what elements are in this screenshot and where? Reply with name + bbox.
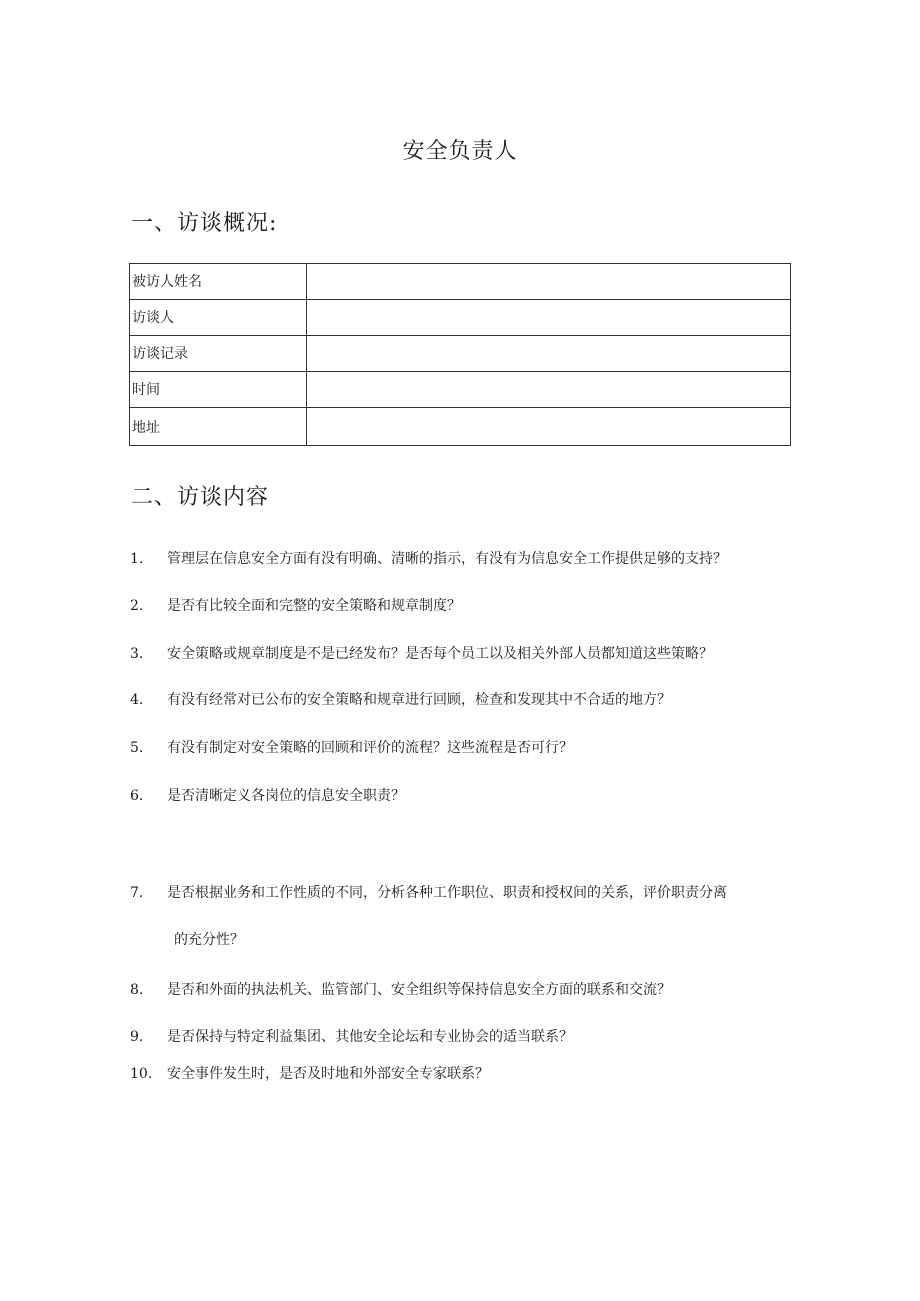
question-number: 9. xyxy=(130,1029,144,1045)
interview-overview-table xyxy=(129,263,791,446)
row-label-interviewee: 被访人姓名 xyxy=(130,264,307,300)
row-value-address[interactable] xyxy=(307,408,791,446)
table-row xyxy=(130,300,791,336)
table-row xyxy=(130,264,791,300)
row-value-record[interactable] xyxy=(307,336,791,372)
table-row xyxy=(130,372,791,408)
question-text: 是否根据业务和工作性质的不同，分析各种工作职位、职责和授权间的关系，评价职责分离 xyxy=(167,885,727,901)
question-text: 是否清晰定义各岗位的信息安全职责？ xyxy=(167,788,405,804)
question-number: 2. xyxy=(130,598,144,614)
question-text: 有没有制定对安全策略的回顾和评价的流程？这些流程是否可行？ xyxy=(167,740,573,756)
question-text: 是否和外面的执法机关、监管部门、安全组织等保持信息安全方面的联系和交流？ xyxy=(167,982,671,998)
document-title: 安全负责人 xyxy=(402,139,518,164)
question-number: 5. xyxy=(130,740,144,756)
section-heading-overview: 一、访谈概况: xyxy=(131,211,278,236)
table-row xyxy=(130,408,791,446)
row-label-interviewer: 访谈人 xyxy=(130,300,307,336)
question-text: 安全事件发生时，是否及时地和外部安全专家联系？ xyxy=(167,1066,489,1082)
row-label-address: 地址 xyxy=(130,408,307,446)
question-text-continuation: 的充分性？ xyxy=(174,932,244,948)
question-text: 管理层在信息安全方面有没有明确、清晰的指示，有没有为信息安全工作提供足够的支持？ xyxy=(167,551,727,567)
question-text: 是否有比较全面和完整的安全策略和规章制度？ xyxy=(167,598,461,614)
row-label-time: 时间 xyxy=(130,372,307,408)
row-value-interviewer[interactable] xyxy=(307,300,791,336)
question-number: 1. xyxy=(130,551,144,567)
question-number: 8. xyxy=(130,982,144,998)
row-value-interviewee[interactable] xyxy=(307,264,791,300)
question-number: 7. xyxy=(130,885,144,901)
table-row xyxy=(130,336,791,372)
question-number: 10. xyxy=(130,1066,153,1082)
question-number: 6. xyxy=(130,788,144,804)
question-text: 安全策略或规章制度是不是已经发布？是否每个员工以及相关外部人员都知道这些策略？ xyxy=(167,646,713,662)
row-label-record: 访谈记录 xyxy=(130,336,307,372)
question-number: 3. xyxy=(130,646,144,662)
question-text: 有没有经常对已公布的安全策略和规章进行回顾，检查和发现其中不合适的地方？ xyxy=(167,692,671,708)
question-text: 是否保持与特定利益集团、其他安全论坛和专业协会的适当联系？ xyxy=(167,1029,573,1045)
section-heading-content: 二、访谈内容 xyxy=(131,485,270,510)
row-value-time[interactable] xyxy=(307,372,791,408)
question-number: 4. xyxy=(130,692,144,708)
